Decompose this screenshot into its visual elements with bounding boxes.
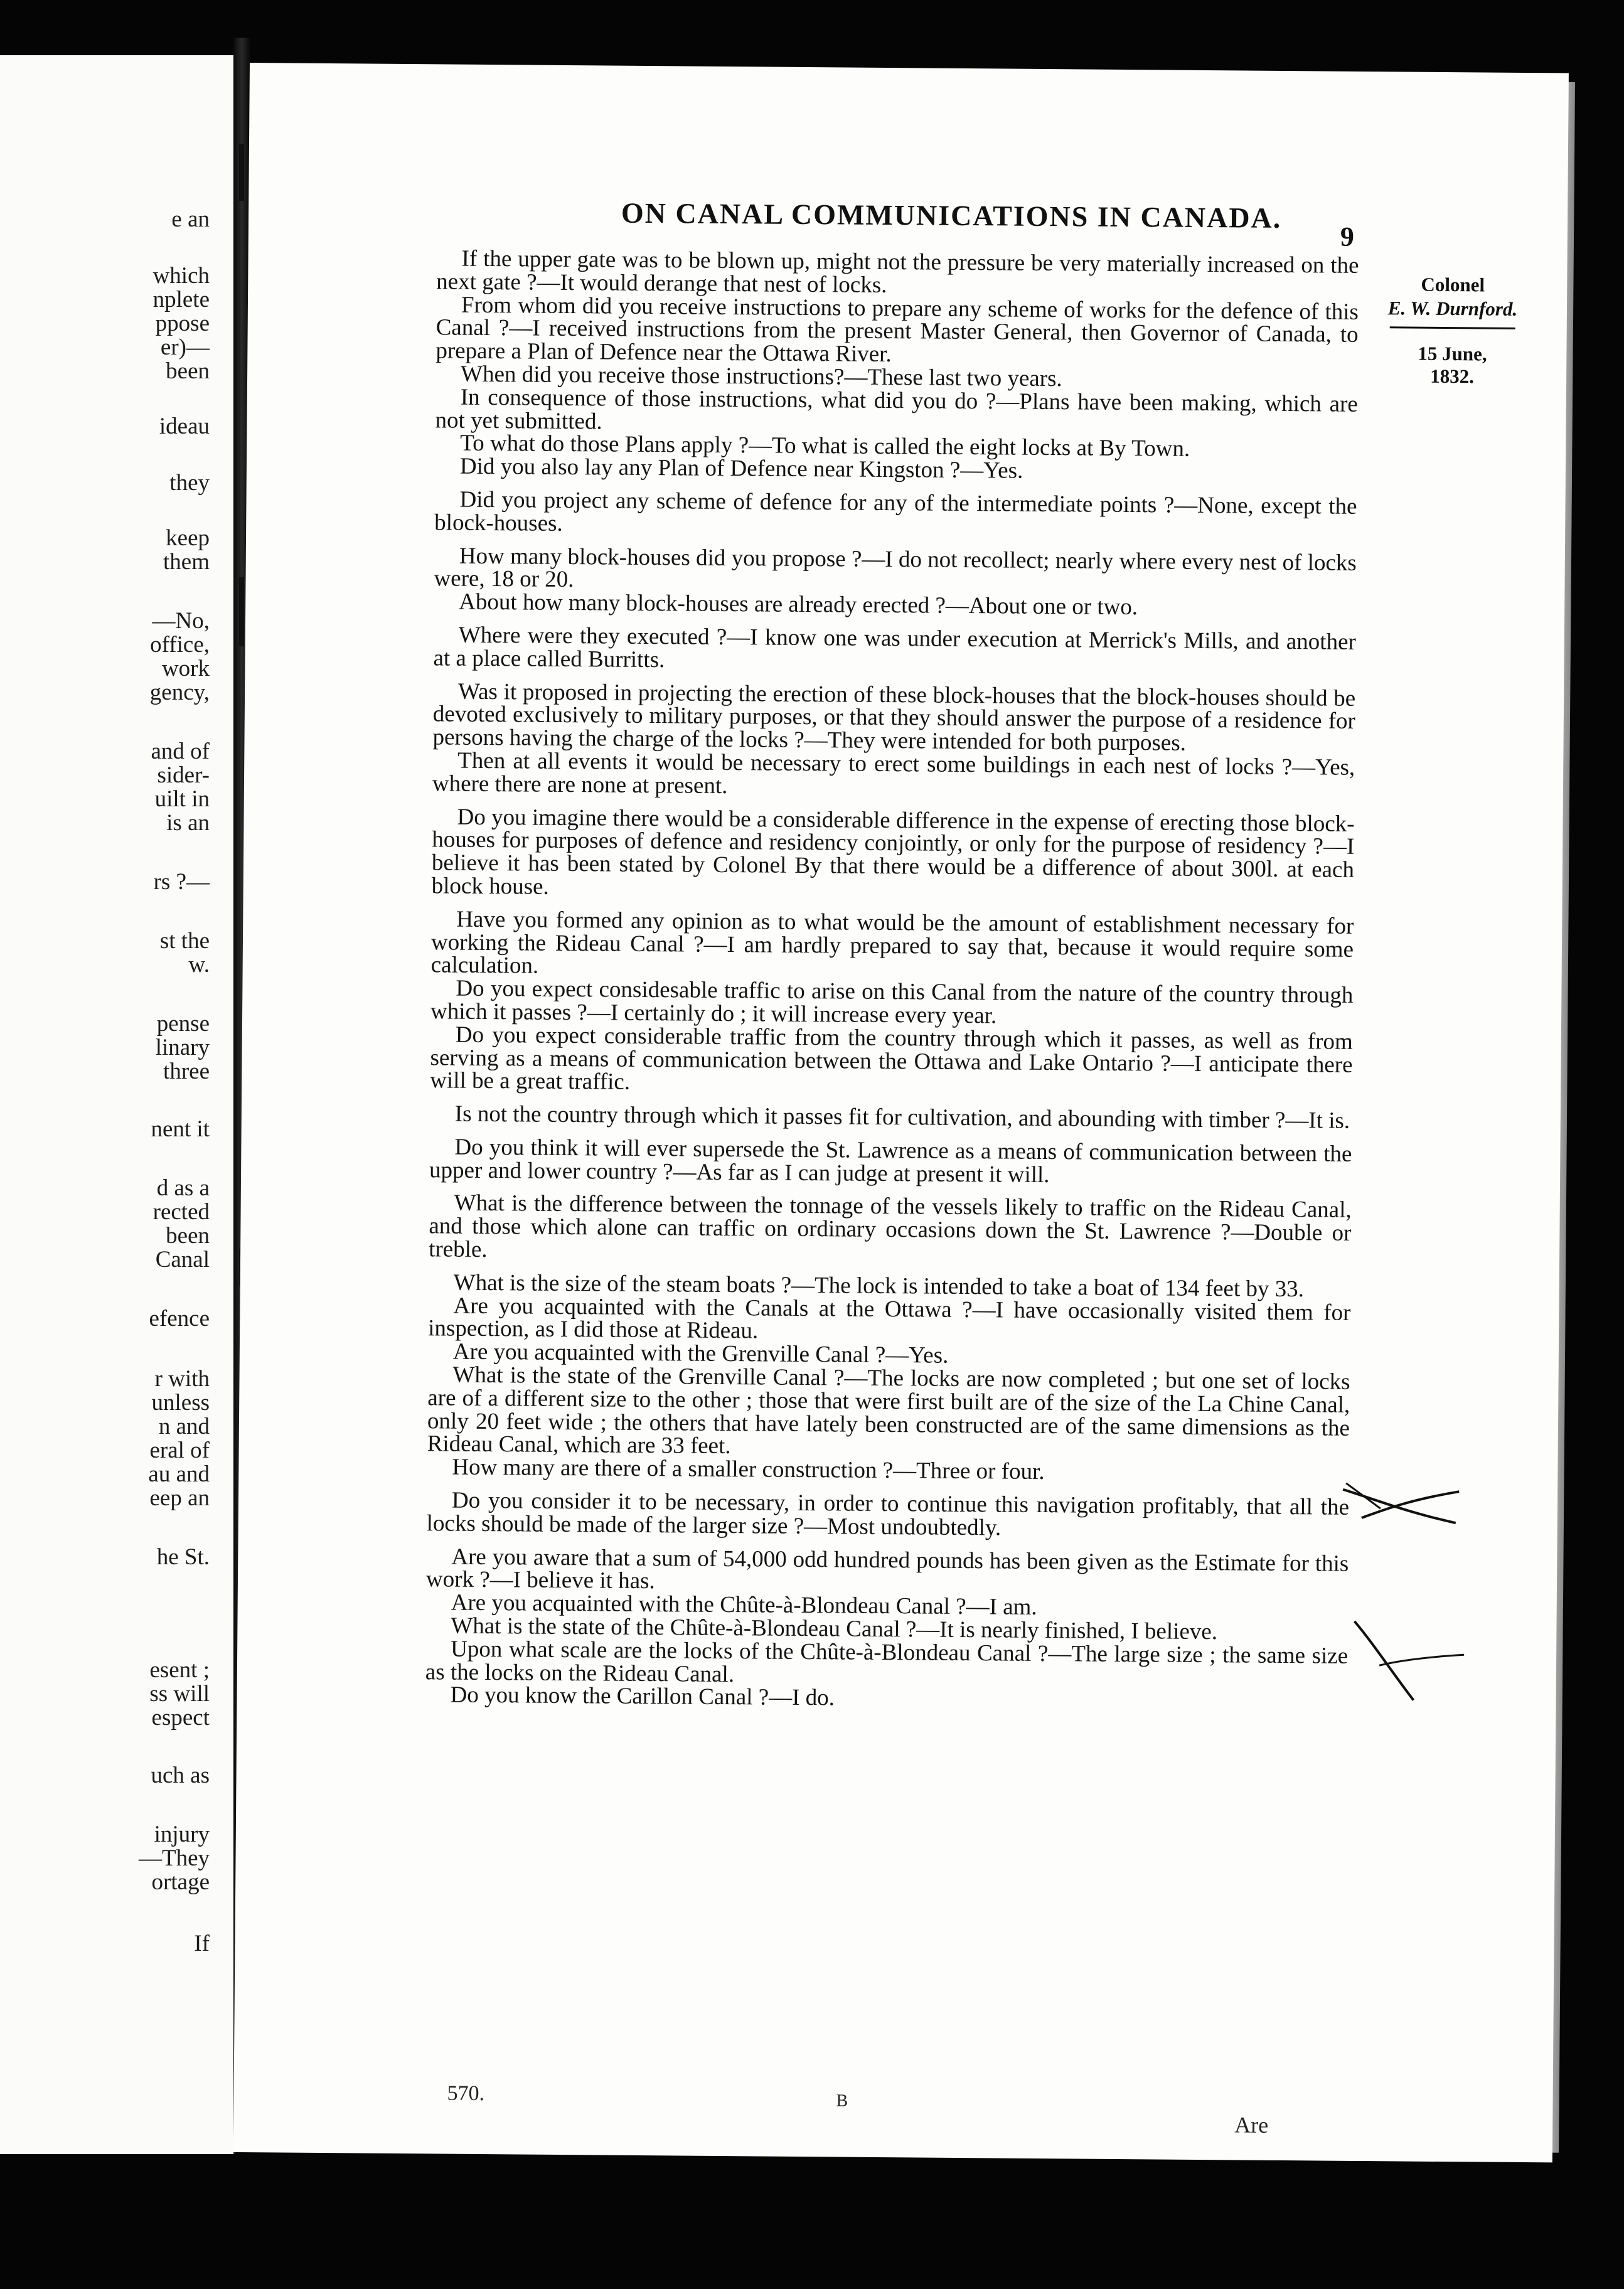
left-page-line-fragment: is an xyxy=(166,810,210,836)
left-page-line-fragment: gency, xyxy=(149,680,210,705)
left-page-line-fragment: them xyxy=(163,549,210,575)
testimony-paragraph: Are you acquainted with the Chûte-à-Blondeau Canal ?—I am. xyxy=(451,1589,1037,1621)
left-page-line-fragment: er)— xyxy=(160,334,210,360)
testimony-paragraph: What is the size of the steam boats ?—The lock is intended to take a boat of 134 feet by 33. xyxy=(453,1269,1305,1303)
left-page-line-fragment: r with xyxy=(154,1366,210,1392)
signature-letter: B xyxy=(836,2091,848,2111)
left-page-line-fragment: work xyxy=(161,656,210,681)
left-page-line-fragment: ortage xyxy=(151,1869,210,1895)
margin-witness-name: E. W. Durnford. xyxy=(1387,297,1518,320)
testimony-paragraph: Do you expect considerable traffic from the country through which it passes, as well as from serving as a means of communication between the Ottawa and Lake Ontario ?—I anticipate there will be a great traffic. xyxy=(430,1022,1353,1096)
testimony-paragraph: Are you acquainted with the Grenville Canal ?—Yes. xyxy=(452,1338,949,1369)
testimony-paragraph: Are you acquainted with the Canals at the Ottawa ?—I have occasionally visited them for inspection, as I did those at Rideau. xyxy=(428,1293,1351,1344)
testimony-paragraph: Do you expect considesable traffic to arise on this Canal from the nature of the country through which it passes ?—I certainly do ; it will increase every year. xyxy=(430,975,1354,1029)
pen-cross-mark-icon xyxy=(1341,1615,1467,1710)
left-page-line-fragment: w. xyxy=(188,952,210,978)
left-page-line-fragment: efence xyxy=(149,1306,210,1331)
left-page-line-fragment: office, xyxy=(150,632,210,658)
left-page-line-fragment: and of xyxy=(151,739,210,764)
left-page-line-fragment: eral of xyxy=(149,1438,210,1463)
testimony-paragraph: Did you project any scheme of defence for any of the intermediate points ?—None, except the block-houses. xyxy=(434,486,1357,536)
left-page-line-fragment: If xyxy=(194,1931,210,1956)
left-page-line-fragment: linary xyxy=(155,1035,210,1060)
left-page-line-fragment: nent it xyxy=(151,1116,210,1142)
left-page-line-fragment: keep xyxy=(166,525,210,551)
testimony-paragraph: Was it proposed in projecting the erection of these block-houses that the block-houses should be devoted exclusively to military purposes, or that they should answer the purpose of a residence for persons having the charge of the locks ?—They were intended for both purposes. xyxy=(432,678,1356,756)
margin-date-day: 15 June, xyxy=(1418,342,1487,365)
left-page-line-fragment: injury xyxy=(154,1822,210,1847)
testimony-paragraph: Then at all events it would be necessary to erect some buildings in each nest of locks ?—Yes, where there are none at present. xyxy=(432,747,1355,799)
margin-date-year: 1832. xyxy=(1430,365,1475,388)
left-page-line-fragment: uilt in xyxy=(154,786,210,812)
pen-cross-mark-icon xyxy=(1337,1465,1463,1535)
testimony-paragraph: Upon what scale are the locks of the Chûte-à-Blondeau Canal ?—The large size ; the same size as the locks on the Rideau Canal. xyxy=(425,1636,1349,1687)
left-page-line-fragment: unless xyxy=(151,1390,210,1416)
left-page-line-fragment: espect xyxy=(151,1705,210,1731)
left-page-line-fragment: n and xyxy=(158,1414,210,1439)
testimony-paragraph: In consequence of those instructions, what did you do ?—Plans have been making, which are not yet submitted. xyxy=(435,384,1358,435)
margin-rule xyxy=(1390,326,1515,329)
left-page-line-fragment: ideau xyxy=(159,414,210,439)
testimony-paragraph: Are you aware that a sum of 54,000 odd hundred pounds has been given as the Estimate for this work ?—I believe it has. xyxy=(425,1544,1349,1594)
testimony-paragraph: Where were they executed ?—I know one was under execution at Merrick's Mills, and another at a place called Burritts. xyxy=(433,622,1356,673)
left-page-line-fragment: —They xyxy=(138,1845,210,1871)
left-page-line-fragment: esent ; xyxy=(149,1657,210,1683)
catchword: Are xyxy=(1234,2112,1269,2138)
testimony-paragraph: What is the state of the Grenville Canal ?—The locks are now completed ; but one set of locks are of a different size to the other ; those that were first built are of the size of the La Chine Canal, only 20 feet wide ; the others that have lately been constructed are of the same dimensions as the Rideau Canal, which are 33 feet. xyxy=(427,1362,1350,1459)
testimony-paragraph: What is the difference between the tonnage of the vessels likely to traffic on the Rideau Canal, and those which alone can traffic on ordinary occasions down the St. Lawrence ?—Double or treble. xyxy=(428,1190,1352,1263)
left-page-line-fragment: au and xyxy=(148,1461,210,1487)
testimony-paragraph: When did you receive those instructions?—These last two years. xyxy=(460,361,1062,392)
body-text xyxy=(425,247,1359,1714)
binding-pin xyxy=(239,577,244,646)
left-page-line-fragment: been xyxy=(166,358,210,384)
testimony-paragraph: Do you imagine there would be a considerable difference in the expense of erecting those block-houses for purposes of defence and residency conjointly, or only for the purpose of residency ?—I believe it has been stated by Colonel By that there would be a difference of about 300l. at each block house. xyxy=(431,804,1355,900)
testimony-paragraph: What is the state of the Chûte-à-Blondeau Canal ?—It is nearly finished, I believe. xyxy=(451,1613,1218,1645)
testimony-paragraph: If the upper gate was to be blown up, might not the pressure be very materially increased on the next gate ?—It would derange that nest of locks. xyxy=(436,245,1359,298)
left-page-line-fragment: three xyxy=(163,1059,210,1084)
margin-witness-title: Colonel xyxy=(1421,273,1485,296)
left-page-line-fragment: rs ?— xyxy=(153,869,210,895)
testimony-paragraph: From whom did you receive instructions to prepare any scheme of works for the defence of this Canal ?—I received instructions from the present Master General, then Governor of Canada, to prepare a Plan of Defence near the Ottawa River. xyxy=(435,292,1359,368)
left-page-line-fragment: eep an xyxy=(149,1485,210,1511)
testimony-paragraph: About how many block-houses are already erected ?—About one or two. xyxy=(459,589,1138,621)
left-page-line-fragment: Canal xyxy=(155,1247,210,1273)
binding-pin xyxy=(239,144,244,201)
facing-page-left xyxy=(0,55,235,2154)
left-page-line-fragment: ss will xyxy=(149,1681,210,1707)
left-page-line-fragment: —No, xyxy=(152,608,210,634)
testimony-paragraph: How many are there of a smaller construction ?—Three or four. xyxy=(452,1454,1045,1485)
running-title: ON CANAL COMMUNICATIONS IN CANADA. xyxy=(621,196,1282,234)
left-page-line-fragment: nplete xyxy=(152,287,210,312)
left-page-line-fragment: he St. xyxy=(156,1544,210,1570)
left-page-line-fragment: which xyxy=(152,263,210,289)
testimony-paragraph: Do you know the Carillon Canal ?—I do. xyxy=(450,1682,835,1711)
left-page-line-fragment: rected xyxy=(152,1199,210,1225)
testimony-paragraph: Have you formed any opinion as to what would be the amount of establishment necessary for working the Rideau Canal ?—I am hardly prepared to say that, because it would require some calculation. xyxy=(430,906,1354,979)
testimony-paragraph: Is not the country through which it passes fit for cultivation, and abounding with timber ?—It is. xyxy=(454,1101,1350,1134)
left-page-line-fragment: sider- xyxy=(157,762,210,788)
page-number: 9 xyxy=(1340,221,1355,252)
testimony-paragraph: Do you consider it to be necessary, in order to continue this navigation profitably, that all the locks should be made of the larger size ?—Most undoubtedly. xyxy=(426,1487,1350,1541)
left-page-line-fragment: d as a xyxy=(156,1175,210,1201)
left-page-line-fragment: ppose xyxy=(155,311,210,336)
margin-note xyxy=(1377,272,1528,388)
left-page-line-fragment: st the xyxy=(159,928,210,954)
signature-mark: 570. xyxy=(447,2081,485,2106)
testimony-paragraph: Did you also lay any Plan of Defence near Kingston ?—Yes. xyxy=(459,453,1023,484)
testimony-paragraph: Do you think it will ever supersede the St. Lawrence as a means of communication between the upper and lower country ?—As far as I can judge at present it will. xyxy=(429,1134,1352,1188)
left-page-line-fragment: pense xyxy=(156,1011,210,1037)
left-page-line-fragment: uch as xyxy=(151,1763,210,1788)
left-page-line-fragment: e an xyxy=(171,206,210,232)
testimony-paragraph: How many block-houses did you propose ?—I do not recollect; nearly where every nest of locks were, 18 or 20. xyxy=(434,543,1357,593)
left-page-line-fragment: been xyxy=(166,1223,210,1249)
testimony-paragraph: To what do those Plans apply ?—To what is called the eight locks at By Town. xyxy=(460,430,1190,462)
left-page-line-fragment: they xyxy=(169,470,210,496)
main-page xyxy=(233,63,1569,2162)
